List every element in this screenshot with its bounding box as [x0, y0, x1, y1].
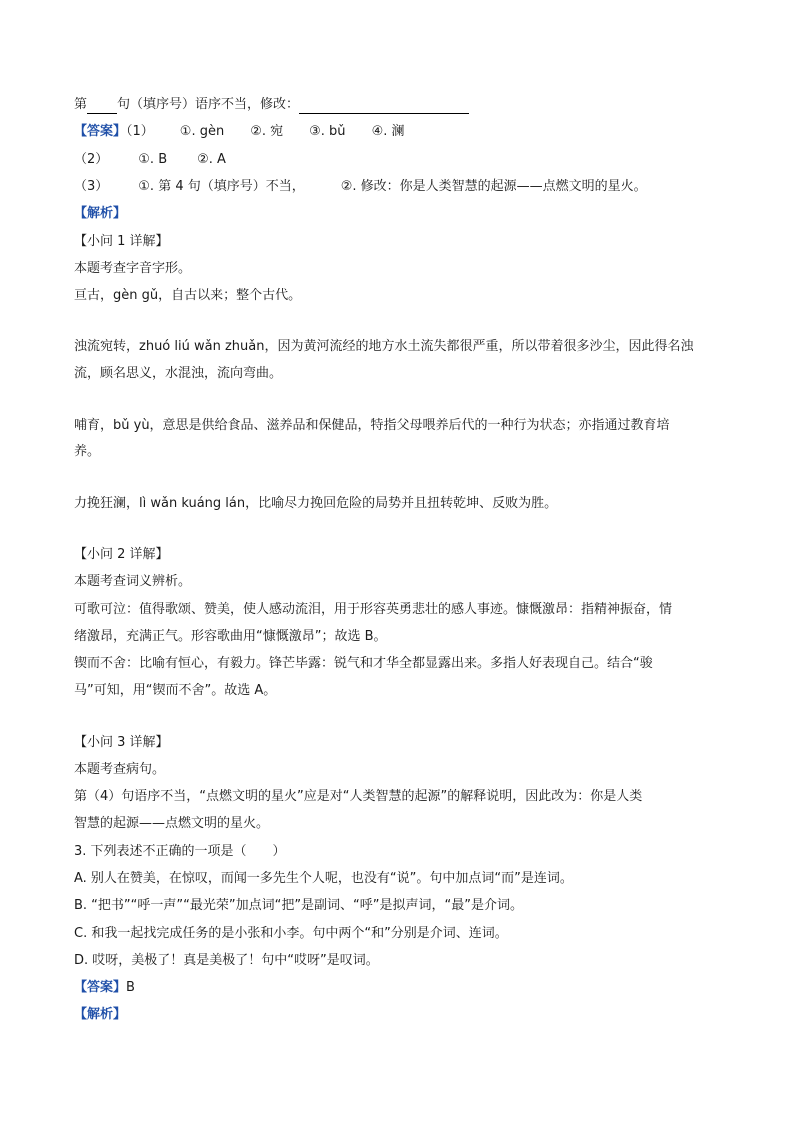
answer-sub1-item-1: ①. gèn	[179, 124, 225, 139]
answer-tag: 【答案】	[74, 124, 127, 139]
detail2-title: 【小问 2 详解】	[74, 547, 169, 562]
detail2-p2-l2: 马”可知，用“锲而不舍”。故选 A。	[74, 683, 277, 698]
question3-answer-line	[74, 979, 734, 997]
detail2-intro: 本题考查词义辨析。	[74, 574, 192, 589]
detail1-p2-l2: 流，顾名思义，水混浊，流向弯曲。	[74, 366, 283, 381]
detail1-p3-l2: 养。	[74, 444, 101, 459]
question3-answer: B	[126, 980, 135, 995]
detail2-p1-l1: 可歌可泣：值得歌颂、赞美，使人感动流泪，用于形容英勇悲壮的感人事迹。慷慨激昂：指精神振奋，情	[74, 602, 673, 617]
answer-sub1-item-4: ④. 澜	[371, 124, 405, 139]
detail3-title: 【小问 3 详解】	[74, 735, 169, 750]
detail2-p2-l1: 锲而不舍：比喻有恒心，有毅力。锋芒毕露：锐气和才华全都显露出来。多指人好表现自己。结合“骏	[74, 656, 653, 671]
question3-option-a: A. 别人在赞美，在惊叹，而闻一多先生个人呢，也没有“说”。句中加点词“而”是连词。	[74, 871, 573, 886]
detail1-p2-l1: 浊流宛转，zhuó liú wǎn zhuǎn，因为黄河流经的地方水土流失都很严重，所以带着很多沙尘，因此得名浊	[74, 339, 694, 354]
answer-line-1	[74, 123, 734, 141]
question3-option-d: D. 哎呀，美极了！真是美极了！句中“哎呀”是叹词。	[74, 953, 379, 968]
question3-analysis-tag: 【解析】	[74, 1007, 127, 1022]
answer-sub2-item-1: ①. B	[138, 152, 168, 167]
detail1-p1: 亘古，gèn gǔ，自古以来；整个古代。	[74, 288, 302, 303]
question3-answer-tag: 【答案】	[74, 980, 127, 995]
answer-sub3-item-1: ①. 第 4 句（填序号）不当，	[138, 179, 305, 194]
detail1-intro: 本题考查字音字形。	[74, 261, 192, 276]
detail1-title: 【小问 1 详解】	[74, 234, 169, 249]
question3-stem: 3. 下列表述不正确的一项是（ ）	[74, 844, 286, 859]
answer-sub1-num: （1）	[126, 124, 154, 139]
detail3-intro: 本题考查病句。	[74, 762, 166, 777]
detail1-p3-l1: 哺育，bǔ yù，意思是供给食品、滋养品和保健品，特指父母喂养后代的一种行为状态；亦指通过教育培	[74, 418, 670, 433]
question3-option-c: C. 和我一起找完成任务的是小张和小李。句中两个“和”分别是介词、连词。	[74, 926, 508, 941]
answer-line-3	[74, 178, 734, 196]
answer-blank-long	[299, 99, 469, 114]
answer-sub3-num: （3）	[74, 179, 109, 194]
question-tail-line	[74, 96, 734, 114]
question-tail-part2: 句（填序号）语序不当，修改：	[117, 97, 300, 112]
detail2-p1-l2: 绪激昂，充满正气。形容歌曲用“慷慨激昂”；故选 B。	[74, 629, 387, 644]
answer-sub2-item-2: ②. A	[197, 152, 226, 167]
detail3-p1-l1: 第（4）句语序不当，“点燃文明的星火”应是对“人类智慧的起源”的解释说明，因此改为：你是人类	[74, 789, 643, 804]
analysis-tag: 【解析】	[74, 206, 127, 221]
question3-option-b: B. “把书”“呼一声”“最光荣”加点词“把”是副词、“呼”是拟声词，“最”是介词。	[74, 898, 524, 913]
answer-sub2-num: （2）	[74, 152, 109, 167]
answer-blank-short	[87, 99, 117, 114]
detail3-p1-l2: 智慧的起源——点燃文明的星火。	[74, 816, 270, 831]
answer-sub1-item-2: ②. 宛	[250, 124, 284, 139]
answer-sub1-item-3: ③. bǔ	[309, 124, 346, 139]
answer-line-2	[74, 151, 734, 169]
question-tail-part1: 第	[74, 97, 88, 112]
detail1-p4: 力挽狂澜，lì wǎn kuáng lán，比喻尽力挽回危险的局势并且扭转乾坤、反败为胜。	[74, 496, 558, 511]
answer-sub3-item-2: ②. 修改：你是人类智慧的起源——点燃文明的星火。	[340, 179, 647, 194]
